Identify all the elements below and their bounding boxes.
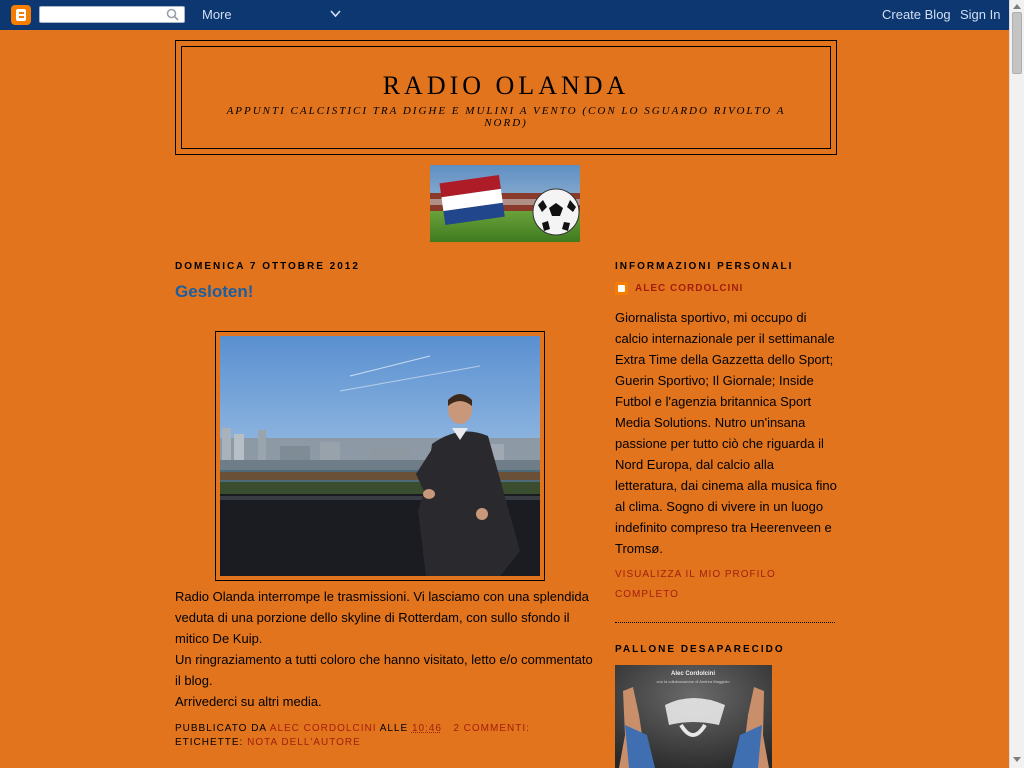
chevron-down-icon[interactable] [330, 10, 341, 18]
post-date-header: DOMENICA 7 OTTOBRE 2012 [175, 261, 360, 272]
sign-in-link[interactable]: Sign In [960, 7, 1001, 22]
book-heading: PALLONE DESAPARECIDO [615, 644, 785, 655]
post-photo-frame[interactable] [215, 331, 545, 581]
post-paragraph: Arrivederci su altri media. [175, 694, 322, 709]
scroll-down-arrow-icon[interactable] [1013, 757, 1021, 762]
scroll-thumb[interactable] [1012, 12, 1022, 74]
more-menu[interactable]: More [202, 7, 232, 22]
page-scrollbar[interactable] [1009, 0, 1024, 768]
post-paragraph: Un ringraziamento a tutti coloro che hanno visitato, letto e/o commentato il blog. [175, 652, 593, 688]
profile-heading: INFORMAZIONI PERSONALI [615, 261, 794, 272]
published-by-label: PUBBLICATO DA [175, 723, 267, 734]
blog-header [175, 40, 837, 155]
book-subtitle-text: con la collaborazione di Andrea Maggiolo [656, 679, 730, 684]
post-body [175, 586, 595, 712]
blog-description: APPUNTI CALCISTICI TRA DIGHE E MULINI A VENTO (CON LO SGUARDO RIVOLTO A NORD) [226, 105, 786, 129]
profile-description: Giornalista sportivo, mi occupo di calcio internazionale per il settimanale Extra Time della Gazzetta dello Sport; Guerin Sportivo; Il Giornale; Inside Futbol e l'agenzia britannica Sport Media Solutions. Nutro un'insana passione per tutto ciò che riguarda il Nord Europa, dal calcio alla letteratura, dai cinema alla musica fino al clima. Sogno di vivere in un luogo indefinito compreso tra Heerenveen e Tromsø. [615, 310, 837, 556]
search-input[interactable] [39, 6, 185, 23]
blog-title[interactable]: RADIO OLANDA [382, 71, 630, 100]
profile-name-link[interactable]: ALEC CORDOLCINI [635, 283, 744, 294]
create-blog-link[interactable]: Create Blog [882, 7, 951, 22]
post-label-link[interactable]: NOTA DELL'AUTORE [247, 737, 361, 748]
blogger-profile-icon [615, 282, 628, 295]
book-author-text: Alec Cordolcini [670, 671, 716, 677]
post-footer-line [175, 722, 595, 736]
book-cover-image[interactable] [615, 665, 772, 768]
scroll-up-arrow-icon[interactable] [1013, 4, 1021, 9]
post-time-link[interactable]: 10:46 [411, 723, 442, 734]
blogger-logo-icon[interactable] [11, 5, 31, 25]
blog-header-inner [181, 46, 831, 149]
post-footer [175, 722, 595, 750]
blogger-navbar [0, 0, 1009, 30]
post-title[interactable]: Gesloten! [175, 282, 254, 301]
at-label: ALLE [379, 723, 409, 734]
post-photo[interactable] [220, 336, 540, 576]
view-full-profile-link[interactable]: VISUALIZZA IL MIO PROFILO COMPLETO [615, 569, 776, 600]
labels-prefix: ETICHETTE: [175, 737, 244, 748]
post-paragraph: Radio Olanda interrompe le trasmissioni. Vi lasciamo con una splendida veduta di una porzione dello skyline di Rotterdam, con sullo sfondo il mitico De Kuip. [175, 589, 589, 646]
header-banner-image [430, 165, 580, 242]
post-labels-line [175, 736, 595, 750]
post-comments-link[interactable]: 2 COMMENTI: [453, 723, 530, 734]
search-icon[interactable] [166, 8, 179, 21]
sidebar-divider [615, 622, 835, 623]
post-author-link[interactable]: ALEC CORDOLCINI [269, 723, 377, 734]
